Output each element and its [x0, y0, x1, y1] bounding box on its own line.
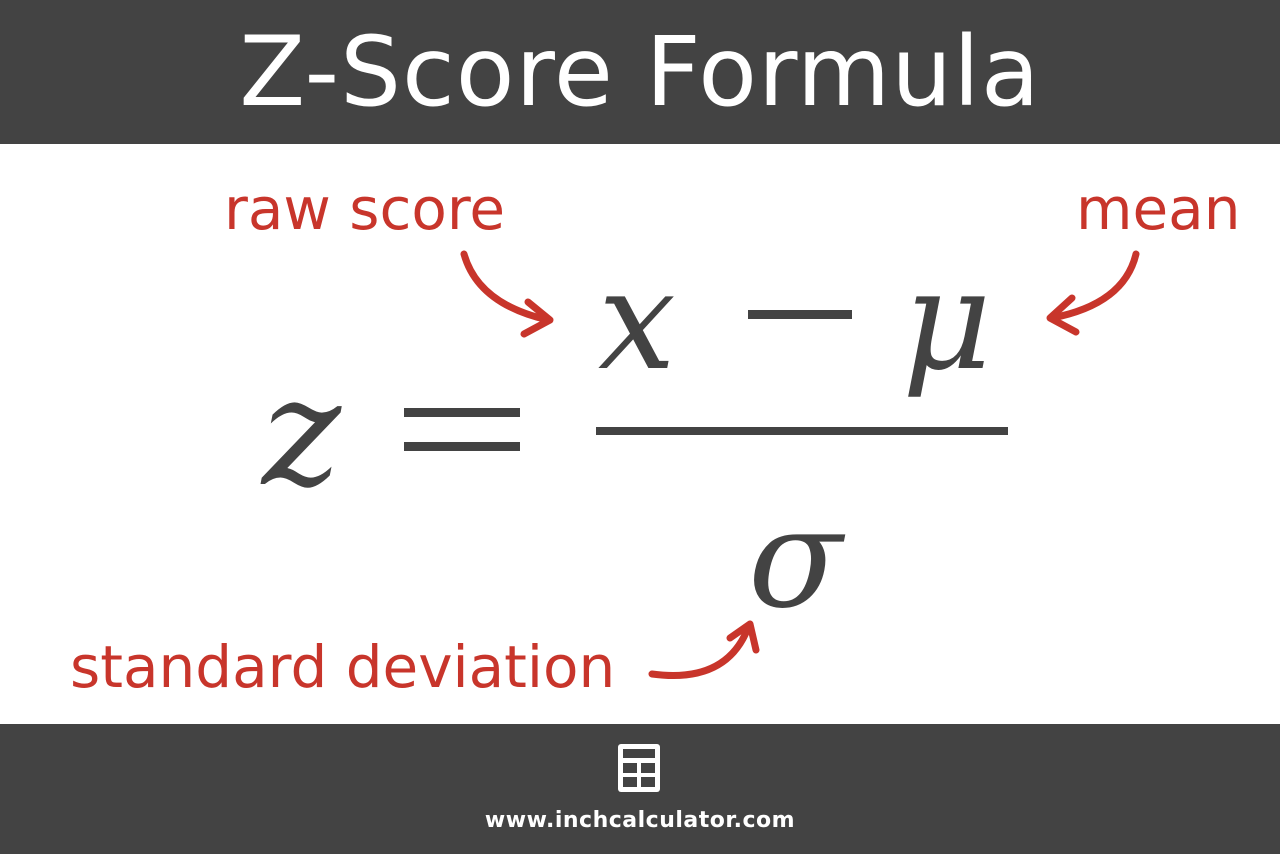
annotation-arrows [0, 144, 1280, 724]
standard-deviation-arrow-icon [652, 624, 756, 676]
formula-area [0, 144, 1280, 724]
header-banner [0, 0, 1280, 144]
mean-arrow-icon [1050, 254, 1136, 332]
raw-score-arrow-icon [464, 254, 550, 334]
calculator-icon [618, 744, 660, 792]
mu-symbol: μ [902, 240, 992, 401]
page-title: Z-Score Formula [239, 16, 1041, 128]
website-url: www.inchcalculator.com [484, 808, 796, 833]
footer-banner [0, 724, 1280, 854]
standard-deviation-label: standard deviation [70, 633, 616, 701]
x-symbol: x [598, 240, 676, 401]
mean-label: mean [1076, 175, 1241, 243]
raw-score-label: raw score [224, 175, 506, 243]
sigma-symbol: σ [748, 478, 843, 639]
z-symbol: z [262, 346, 342, 520]
